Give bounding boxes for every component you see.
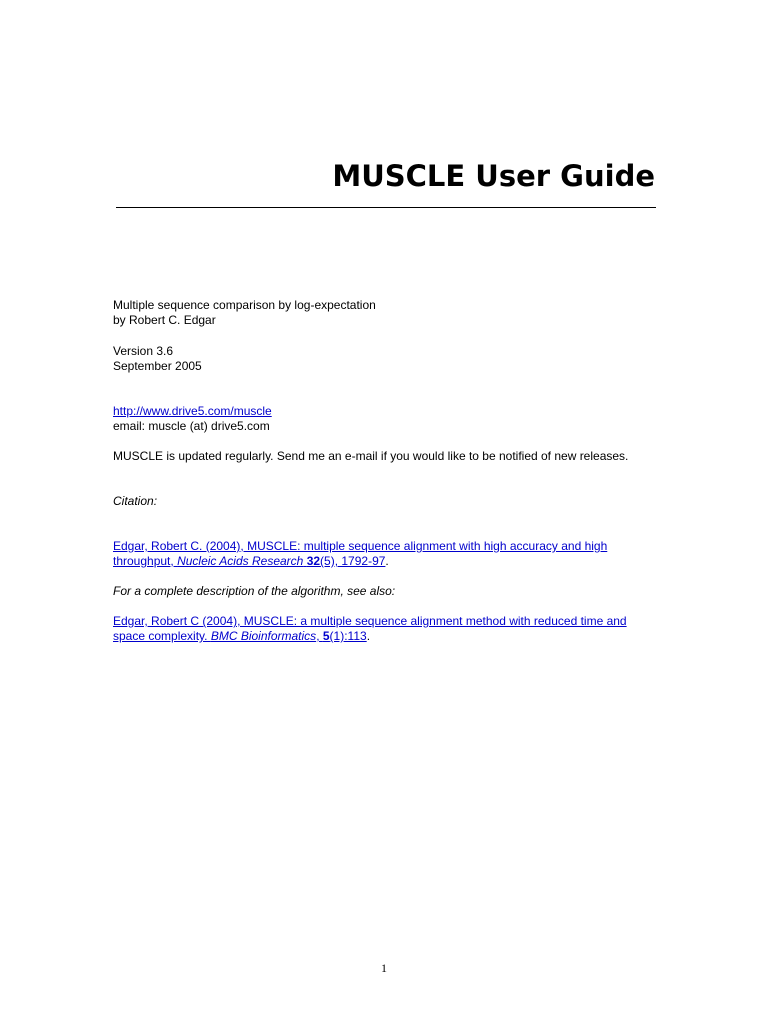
citation-2[interactable]: Edgar, Robert C (2004), MUSCLE: a multiple sequence alignment method with reduced time and space complexity. BMC Bioinformatics, 5(1):113. <box>113 614 627 643</box>
citation-2-journal: BMC Bioinformatics <box>210 629 317 643</box>
see-also-label: For a complete description of the algorithm, see also: <box>113 584 396 598</box>
email-line: email: muscle (at) drive5.com <box>113 419 270 433</box>
citation-2-link-line2[interactable]: space complexity. BMC Bioinformatics, 5(1):113 <box>113 629 367 643</box>
subtitle: Multiple sequence comparison by log-expectation <box>113 298 376 312</box>
citation-label: Citation: <box>113 494 158 508</box>
document-body <box>113 298 673 644</box>
citation-2-link-line1[interactable]: Edgar, Robert C (2004), MUSCLE: a multiple sequence alignment method with reduced time and <box>113 614 627 628</box>
page-number: 1 <box>381 961 387 975</box>
document-title: MUSCLE User Guide <box>332 159 655 193</box>
title-rule <box>116 207 656 208</box>
author-line: by Robert C. Edgar <box>113 313 216 327</box>
citation-1-volume: 32 <box>306 554 321 568</box>
intro-block <box>113 298 673 328</box>
citation-1-journal: Nucleic Acids Research <box>177 554 304 568</box>
version-block <box>113 344 673 374</box>
citation-1-pages: (5), 1792-97 <box>320 554 386 568</box>
citation-1-link-line2[interactable]: throughput, Nucleic Acids Research 32(5), 1792-97 <box>113 554 386 568</box>
website-link[interactable]: http://www.drive5.com/muscle <box>113 404 272 418</box>
update-note: MUSCLE is updated regularly. Send me an e-mail if you would like to be notified of new releases. <box>113 449 629 463</box>
citation-1-link-line1[interactable]: Edgar, Robert C. (2004), MUSCLE: multiple sequence alignment with high accuracy and high <box>113 539 608 553</box>
citation-2-volume: 5 <box>322 629 330 643</box>
citation-1[interactable]: Edgar, Robert C. (2004), MUSCLE: multiple sequence alignment with high accuracy and high throughput, Nucleic Acids Research 32(5), 1792-97. <box>113 539 608 568</box>
citation-2-pages: (1):113 <box>329 629 367 643</box>
version: Version 3.6 <box>113 344 174 358</box>
release-date: September 2005 <box>113 359 202 373</box>
contact-block <box>113 404 673 434</box>
